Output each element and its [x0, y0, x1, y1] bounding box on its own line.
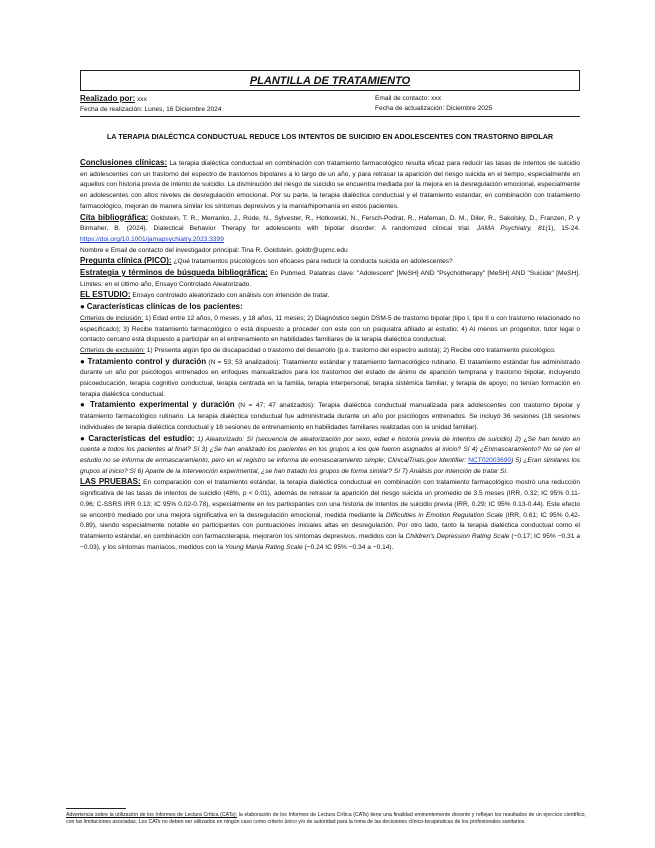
- fecha-realizacion: Fecha de realización: Lunes, 16 Diciembre 2024: [80, 106, 222, 113]
- exclusion-section: [80, 346, 580, 357]
- inclusion-label: Criterios de inclusión:: [80, 314, 144, 322]
- metadata-block: [80, 94, 580, 115]
- estrategia-section: [80, 268, 580, 290]
- footer-divider: [66, 808, 126, 809]
- nct-link[interactable]: NCT02003690: [468, 456, 512, 464]
- estrategia-text: En Pubmed. Palabras clave: "Adolescent" [MeSH] AND "Psychotherapy" [MeSH] AND "Suicide" [MeSH]. Límites: en el último año, Ensayo Controlado Aleatorizado.: [80, 270, 580, 288]
- template-title-box: [80, 70, 580, 91]
- exclusion-label: Criterios de exclusión:: [80, 346, 145, 354]
- footer-label: Advertencia sobre la utilización de los Informes de Lectura Crítica (CATs):: [66, 812, 238, 818]
- inclusion-section: [80, 314, 580, 346]
- cita-label: Cita bibliográfica:: [80, 212, 149, 222]
- footer-disclaimer: [66, 808, 586, 826]
- pregunta-text: ¿Qué tratamientos psicológicos son eficaces para reducir la conducta suicida en adolescentes?: [173, 258, 453, 266]
- experimental-section: [80, 400, 580, 433]
- exclusion-text: 1) Presenta algún tipo de discapacidad o trastorno del desarrollo (p.e. trastorno del espectro autista); 2) Recibe otro tratamiento psicológico.: [146, 346, 556, 354]
- inclusion-text: 1) Edad entre 12 años, 0 meses, y 18 años, 11 meses; 2) Diagnóstico según DSM-5 de trastorno bipolar (tipo I, tipo II o con trastorno relacionado no especificado); 3) Recibe tratamiento farmacológico o está dispuesto a proceder con este con un psiquiatra afiliado al estudio; 4) Al menos un progenitor, tutor legal o contacto cercano está dispuesto a participar en el entrenamiento en habilidades familiares de la terapia dialéctica conductual.: [80, 314, 580, 344]
- bullet-icon: ●: [80, 400, 87, 410]
- control-section: [80, 357, 580, 401]
- pregunta-section: [80, 256, 580, 268]
- estudio-caracteristicas-section: [80, 434, 580, 478]
- pruebas-text-c: (−0.17; IC 95% −0.31 a −0.03), y los síntomas maníacos, medidos con la: [80, 532, 580, 551]
- pruebas-section: [80, 477, 580, 553]
- fecha-actualizacion: Fecha de actualización: Diciembre 2025: [375, 105, 493, 112]
- realizado-value: xxx: [136, 96, 147, 103]
- cita-journal: JAMA Psychiatry, 81: [476, 225, 546, 233]
- document-page: [80, 70, 580, 553]
- pruebas-label: LAS PRUEBAS:: [80, 477, 141, 487]
- realizado-label: Realizado por:: [80, 94, 136, 103]
- cita-text: Goldstein, T. R., Merranko, J., Rode, N., Sylvester, R., Hotkowski, N., Fersch-Podrat, R., Hafeman, D. M., Diler, R., Sakolsky, D., Franzen, P. y Birmaher, B. (2024). Dialectical Behavior Therapy for adolescents with bipolar disorder: A randomized clinical trial.: [80, 214, 581, 233]
- cita-doi-link[interactable]: https://doi.org/10.1001/jamapsychiatry.2023.3399: [80, 235, 224, 243]
- pruebas-text-a: En comparación con el tratamiento estándar, la terapia dialéctica conductual en combinación con tratamiento farmacológico mostró una reducción significativa de las tasas de intentos de suicidio (48%, p < 0.01), además de retrasar la aparición del riesgo suicida un promedio de 3.5 meses (IRR, 0.32; IC 95% 0.11-0.96; C-SSRS IRR 0.13; IC 95% 0.02-0.78), especialmente en los participantes con una historia de intentos de suicidio previa (IRR, 0.29; IC 95% 0.13-0.44). Este efecto se encontró mediado por una mejora significativa en la desregulación emocional, medida mediante la: [80, 479, 580, 519]
- experimental-label: Tratamiento experimental y duración: [90, 400, 235, 410]
- pregunta-label: Pregunta clínica (PICO):: [80, 256, 172, 266]
- pruebas-text-d: (−0.24 IC 95% −0.34 a −0.14).: [304, 543, 394, 551]
- pruebas-scale-2: Children's Depression Rating Scale: [405, 532, 510, 540]
- control-n: (N = 53; 53 analizados):: [208, 358, 281, 366]
- cita-section: [80, 213, 580, 246]
- conclusiones-label: Conclusiones clínicas:: [80, 158, 168, 167]
- pacientes-heading: [80, 302, 580, 314]
- pacientes-label: Características clínicas de los pacientes:: [86, 302, 243, 312]
- cita-pages: (1), 15-24.: [545, 225, 580, 233]
- conclusiones-text: La terapia dialéctica conductual en combinación con tratamiento farmacológico resulta eficaz para reducir las tasas de intentos de suicidio en adolescentes con un trastorno del espectro de trastornos bipolares a lo largo de un año, y para retrasar la aparición del riesgo suicida en el tiempo, especialmente en aquellos con historia previa de intento de suicidio. La disminución del riesgo de suicidio se encuentra mediada por la mejora en la desregulación emocional, especialmente en adolescentes con altos niveles de desregulación emocional. Por su parte, la terapia dialéctica conductual y el tratamiento estandar, en combinación con tratamiento farmacológico, mejoran de manera similar los síntomas depresivos y la manía/hipomanía en estos pacientes.: [80, 160, 580, 210]
- bullet-icon: ●: [80, 433, 86, 443]
- estudio-text: Ensayo controlado aleatorizado con análisis con intención de tratar.: [132, 292, 330, 300]
- control-text: Tratamiento estándar y tratamiento farmacológico rutinario. El tratamiento estándar fue administrado durante un año por psicólogos entrenados en enfoques manualizados para los trastornos del estado de ánimo de aparición temprana y trastorno bipolar, incluyendo psicoeducación, terapia cognitivo conductual, terapia centrada en la familia, terapia interpersonal, terapia sistémica familiar, y terapia de apoyo; no tenían formación en terapia dialéctica conductual.: [80, 358, 580, 398]
- estudio-label: EL ESTUDIO:: [80, 290, 131, 300]
- template-title: PLANTILLA DE TRATAMIENTO: [249, 75, 411, 87]
- experimental-text: Terapia dialéctica conductual manualizada para adolescentes con trastorno bipolar y tratamiento farmacológico rutinario. La terapia dialéctica conductual fue administrada durante un año por psicólogos entrenados. Se incluyó 36 sesiones (18 sesiones individuales de terapia dialéctica conductual y 18 sesiones de entrenamiento en habilidades familiares realizadas con la unidad familiar).: [80, 402, 580, 431]
- pruebas-text-b: (IRR, 0.61; IC 95% 0.42-0.89), siendo especialmente notable en participantes con puntuaciones iniciales altas en desregulación. Por otro lado, tanto la terapia dialéctica conductual como el tratamiento estándar, en combinación con farmacoterapia, mejoraron los síntomas depresivos, medidos con la: [80, 511, 581, 540]
- estudio-section: [80, 290, 580, 302]
- bullet-icon: ●: [80, 302, 85, 312]
- document-title: LA TERAPIA DIALÉCTICA CONDUCTUAL REDUCE LOS INTENTOS DE SUICIDIO EN ADOLESCENTES CON TRASTORNO BIPOLAR: [106, 132, 554, 141]
- email-value: xxx: [431, 95, 441, 102]
- estudio-caracteristicas-text-a: 1) Aleatorizado: Sí (secuencia de aleatorización por sexo, edad e historia previa de intentos de suicidio) 2) ¿Se han tenido en cuenta a todos los pacientes al final? Sí 3) ¿Se han analizado los pacientes en los grupos a los que fueron asignados al inicio? Sí 4) ¿Enmascaramiento? No sé (en el estudio no se informa de enmascaramiento, pero en el registro se informa de enmascaramiento simple; ClinicalTrials.gov Identifier:: [80, 435, 580, 464]
- footer-text: la elaboración de los Informes de Lectura Crítica (CATs) tiene una finalidad eminentemente docente y reflejan los resultados de un ejercicio científico, con las limitaciones asociadas. Los CATs no deben ser utilizados en ningún caso como criterio único y/o de autoridad para la toma de las decisiones clínico-terapéuticas de los profesionales sanitarios.: [66, 812, 586, 825]
- control-label: Tratamiento control y duración: [87, 356, 207, 366]
- email-label: Email de contacto:: [375, 95, 430, 102]
- estudio-caracteristicas-label: Características del estudio:: [88, 433, 195, 443]
- bullet-icon: ●: [80, 356, 86, 366]
- estudio-caracteristicas-text-b: ) 5) ¿Eran similares los grupos al inicio? Sí 6) Aparte de la intervención experimental, ¿se han tratado los grupos de forma similar? Sí 7) Análisis por intención de tratar Sí.: [80, 456, 580, 475]
- experimental-n: (N = 47; 47 analizados):: [238, 402, 315, 410]
- document-body: [80, 158, 580, 553]
- metadata-divider: [80, 116, 580, 117]
- pruebas-scale-1: Difficulties in Emotion Regulation Scale: [385, 511, 504, 519]
- cita-contact: Nombre e Email de contacto del investigador principal: Tina R. Goldstein. goldtr@upmc.edu: [80, 246, 348, 254]
- pruebas-scale-3: Young Mania Rating Scale: [224, 543, 303, 551]
- conclusiones-section: [80, 158, 580, 213]
- estrategia-label: Estrategia y términos de búsqueda bibliográfica:: [80, 268, 268, 278]
